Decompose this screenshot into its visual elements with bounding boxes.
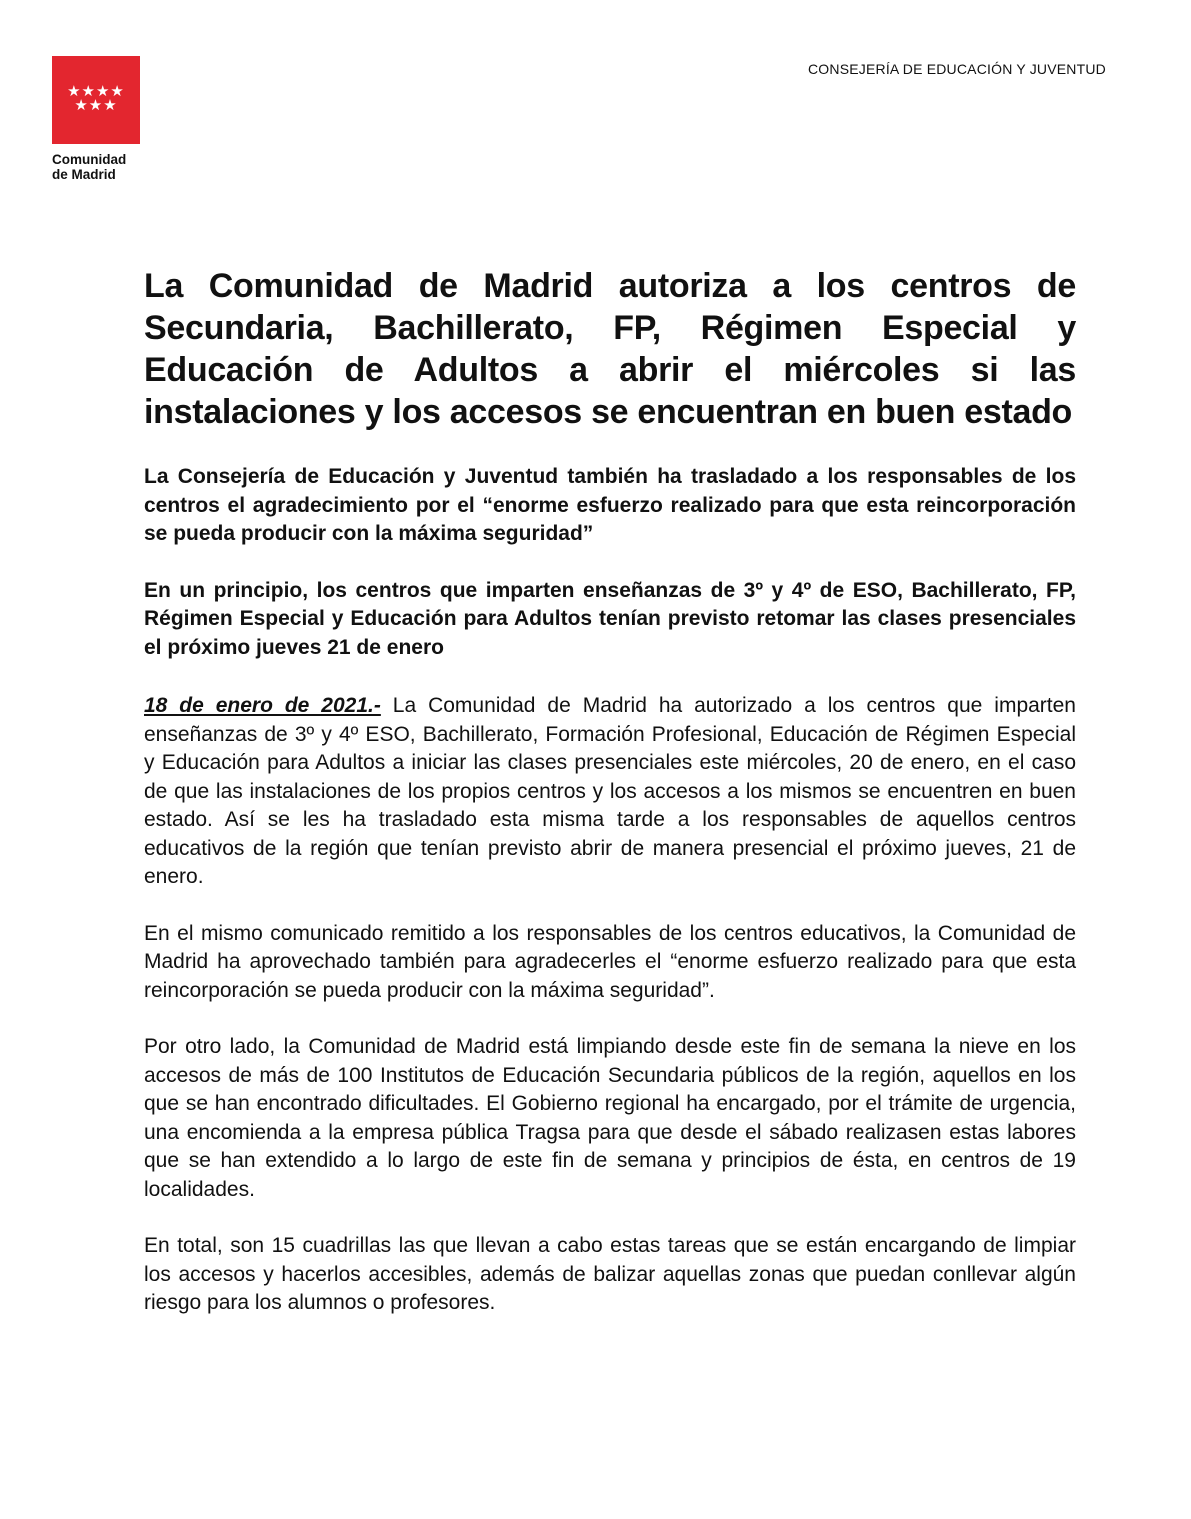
logo-flag <box>52 56 140 144</box>
logo-text <box>52 152 142 182</box>
department-header: CONSEJERÍA DE EDUCACIÓN Y JUVENTUD <box>807 61 1106 77</box>
logo-line-2: de Madrid <box>52 167 116 182</box>
stars-icon: ★★★ <box>74 96 118 114</box>
paragraph-3: Por otro lado, la Comunidad de Madrid está limpiando desde este fin de semana la nieve en los accesos de más de 100 Institutos de Educación Secundaria públicos de la región, aquellos en los que se han encontrado dificultades. El Gobierno regional ha encargado, por el trámite de urgencia, una encomienda a la empresa pública Tragsa para que desde el sábado realizasen estas labores que se han extendido a lo largo de este fin de semana y principios de ésta, en centros de 19 localidades. <box>144 1035 1076 1201</box>
subheadline-2: En un principio, los centros que imparten enseñanzas de 3º y 4º de ESO, Bachillerato, FP, Régimen Especial y Educación para Adultos tenían previsto retomar las clases presenciales el próximo jueves 21 de enero <box>144 578 1076 659</box>
paragraph-1 <box>144 692 1076 892</box>
logo-line-1: Comunidad <box>52 152 127 167</box>
paragraph-1-text: La Comunidad de Madrid ha autorizado a los centros que imparten enseñanzas de 3º y 4º ESO, Bachillerato, Formación Profesional, Educación de Régimen Especial y Educación para Adultos a iniciar las clases presenciales este miércoles, 20 de enero, en el caso de que las instalaciones de los propios centros y los accesos a los mismos se encuentren en buen estado. Así se les ha trasladado esta misma tarde a los responsables de aquellos centros educativos de la región que tenían previsto abrir de manera presencial el próximo jueves, 21 de enero. <box>144 694 1076 888</box>
dateline: 18 de enero de 2021.- <box>144 694 381 717</box>
stars-icon: ★★★★ <box>67 82 125 100</box>
subheadline-1: La Consejería de Educación y Juventud también ha trasladado a los responsables de los centros el agradecimiento por el “enorme esfuerzo realizado para que esta reincorporación se pueda producir con la máxima seguridad” <box>144 465 1076 545</box>
headline: La Comunidad de Madrid autoriza a los centros de Secundaria, Bachillerato, FP, Régimen Especial y Educación de Adultos a abrir el miércoles si las instalaciones y los accesos se encuentran en buen estado <box>144 267 1076 431</box>
comunidad-de-madrid-logo <box>52 56 142 182</box>
paragraph-2: En el mismo comunicado remitido a los responsables de los centros educativos, la Comunidad de Madrid ha aprovechado también para agradecerles el “enorme esfuerzo realizado para que esta reincorporación se pueda producir con la máxima seguridad”. <box>144 921 1076 1002</box>
paragraph-4: En total, son 15 cuadrillas las que llevan a cabo estas tareas que se están encargando de limpiar los accesos y hacerlos accesibles, además de balizar aquellas zonas que puedan conllevar algún riesgo para los alumnos o profesores. <box>144 1234 1076 1314</box>
press-release-body <box>144 265 1076 1318</box>
